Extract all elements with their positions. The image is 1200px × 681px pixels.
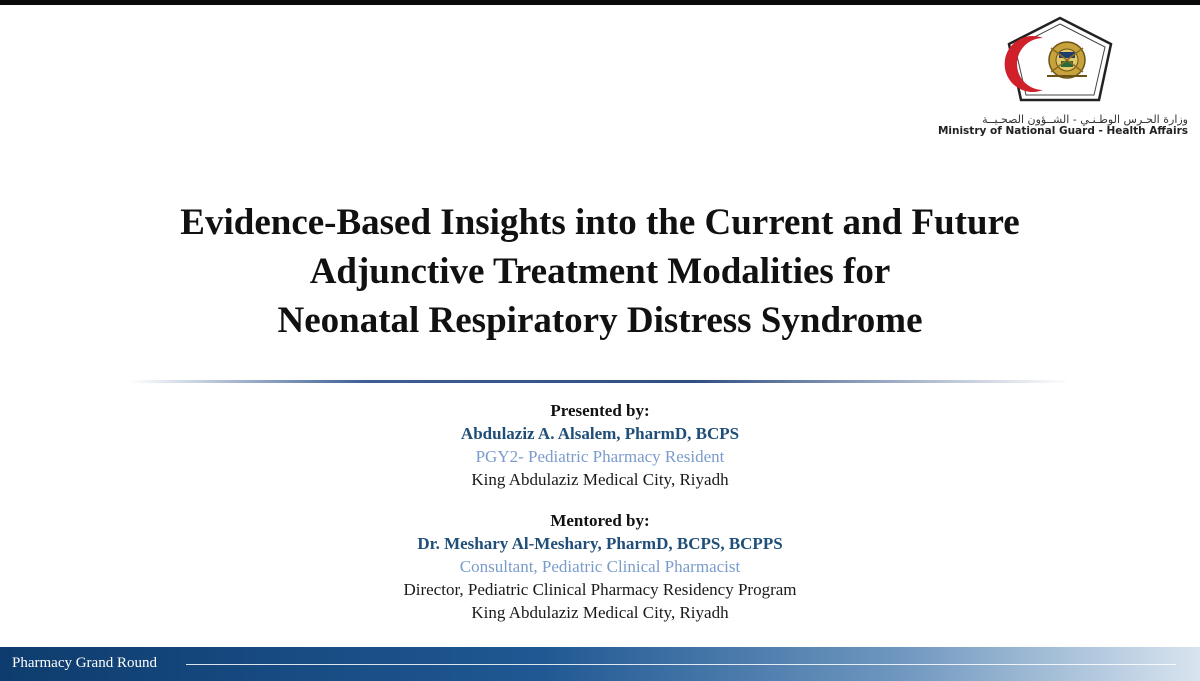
presentation-title bbox=[0, 198, 1200, 345]
top-border-bar bbox=[0, 0, 1200, 5]
mentor-name: Dr. Meshary Al-Meshary, PharmD, BCPS, BCPPS bbox=[417, 534, 783, 553]
title-line-1: Evidence-Based Insights into the Current and Future bbox=[180, 202, 1020, 243]
mentor-institution: King Abdulaziz Medical City, Riyadh bbox=[471, 603, 729, 622]
footer-rule bbox=[186, 664, 1176, 665]
logo-english-text: Ministry of National Guard - Health Affairs bbox=[937, 125, 1188, 137]
mentor-position: Director, Pediatric Clinical Pharmacy Residency Program bbox=[403, 580, 797, 599]
mentor-role: Consultant, Pediatric Clinical Pharmacist bbox=[459, 557, 741, 576]
presenter-institution: King Abdulaziz Medical City, Riyadh bbox=[471, 470, 729, 489]
presenter-name: Abdulaziz A. Alsalem, PharmD, BCPS bbox=[460, 424, 740, 443]
footer-bar bbox=[0, 647, 1200, 681]
credits-spacer bbox=[0, 491, 1200, 509]
title-line-3: Neonatal Respiratory Distress Syndrome bbox=[277, 300, 923, 341]
title-line-2: Adjunctive Treatment Modalities for bbox=[309, 251, 891, 292]
footer-label: Pharmacy Grand Round bbox=[12, 655, 157, 671]
logo-arabic-text: وزارة الحـرس الوطـنـي - الشــؤون الصحـيــة bbox=[982, 113, 1188, 126]
presenter-role: PGY2- Pediatric Pharmacy Resident bbox=[475, 447, 725, 466]
presenter-label: Presented by: bbox=[550, 401, 650, 420]
mentor-label: Mentored by: bbox=[550, 511, 650, 530]
ministry-logo bbox=[938, 14, 1188, 139]
title-divider bbox=[130, 380, 1070, 383]
credits-section bbox=[0, 399, 1200, 624]
ministry-emblem-icon bbox=[1003, 14, 1118, 110]
